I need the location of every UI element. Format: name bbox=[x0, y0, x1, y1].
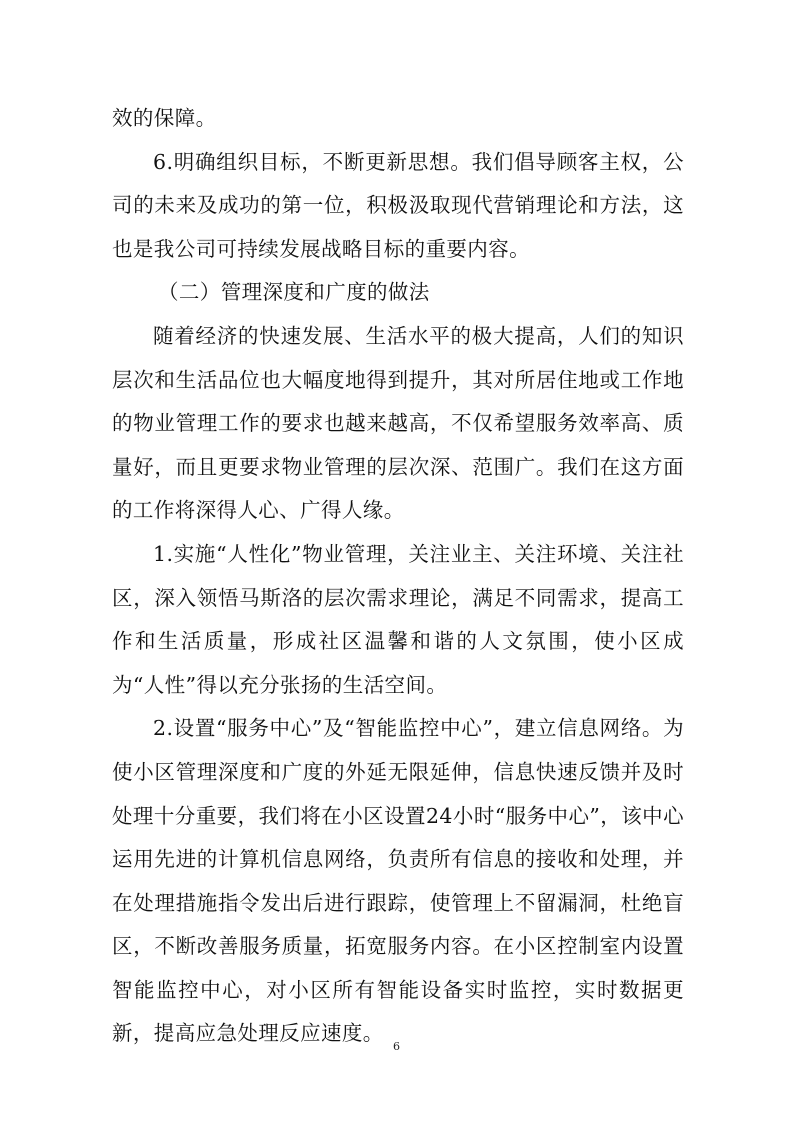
section-heading: （二）管理深度和广度的做法 bbox=[158, 280, 430, 305]
page-number: 6 bbox=[393, 1040, 400, 1053]
paragraph-intro: 随着经济的快速发展、生活水平的极大提高，人们的知识层次和生活品位也大幅度地得到提升，其对所居住地或工作地的物业管理工作的要求也越来越高，不仅希望服务效率高、质量好，而且更要求物业管理的层次深、范围广。我们在这方面的工作将深得人心、广得人缘。 bbox=[112, 323, 684, 523]
document-body bbox=[112, 97, 684, 1056]
paragraph-continuation: 效的保障。 bbox=[112, 106, 217, 130]
paragraph-item-2: 2.设置“服务中心”及“智能监控中心”，建立信息网络。为使小区管理深度和广度的外延无限延伸，信息快速反馈并及时处理十分重要，我们将在小区设置24小时“服务中心”，该中心运用先进的计算机信息网络，负责所有信息的接收和处理，并在处理措施指令发出后进行跟踪，使管理上不留漏洞，杜绝盲区，不断改善服务质量，拓宽服务内容。在小区控制室内设置智能监控中心，对小区所有智能设备实时监控，实时数据更新，提高应急处理反应速度。 bbox=[112, 716, 684, 1046]
paragraph-item-1: 1.实施“人性化”物业管理，关注业主、关注环境、关注社区，深入领悟马斯洛的层次需求理论，满足不同需求，提高工作和生活质量，形成社区温馨和谐的人文氛围，使小区成为“人性”得以充分张扬的生活空间。 bbox=[112, 541, 684, 697]
paragraph-item-6: 6.明确组织目标，不断更新思想。我们倡导顾客主权，公司的未来及成功的第一位，积极汲取现代营销理论和方法，这也是我公司可持续发展战略目标的重要内容。 bbox=[112, 149, 684, 261]
